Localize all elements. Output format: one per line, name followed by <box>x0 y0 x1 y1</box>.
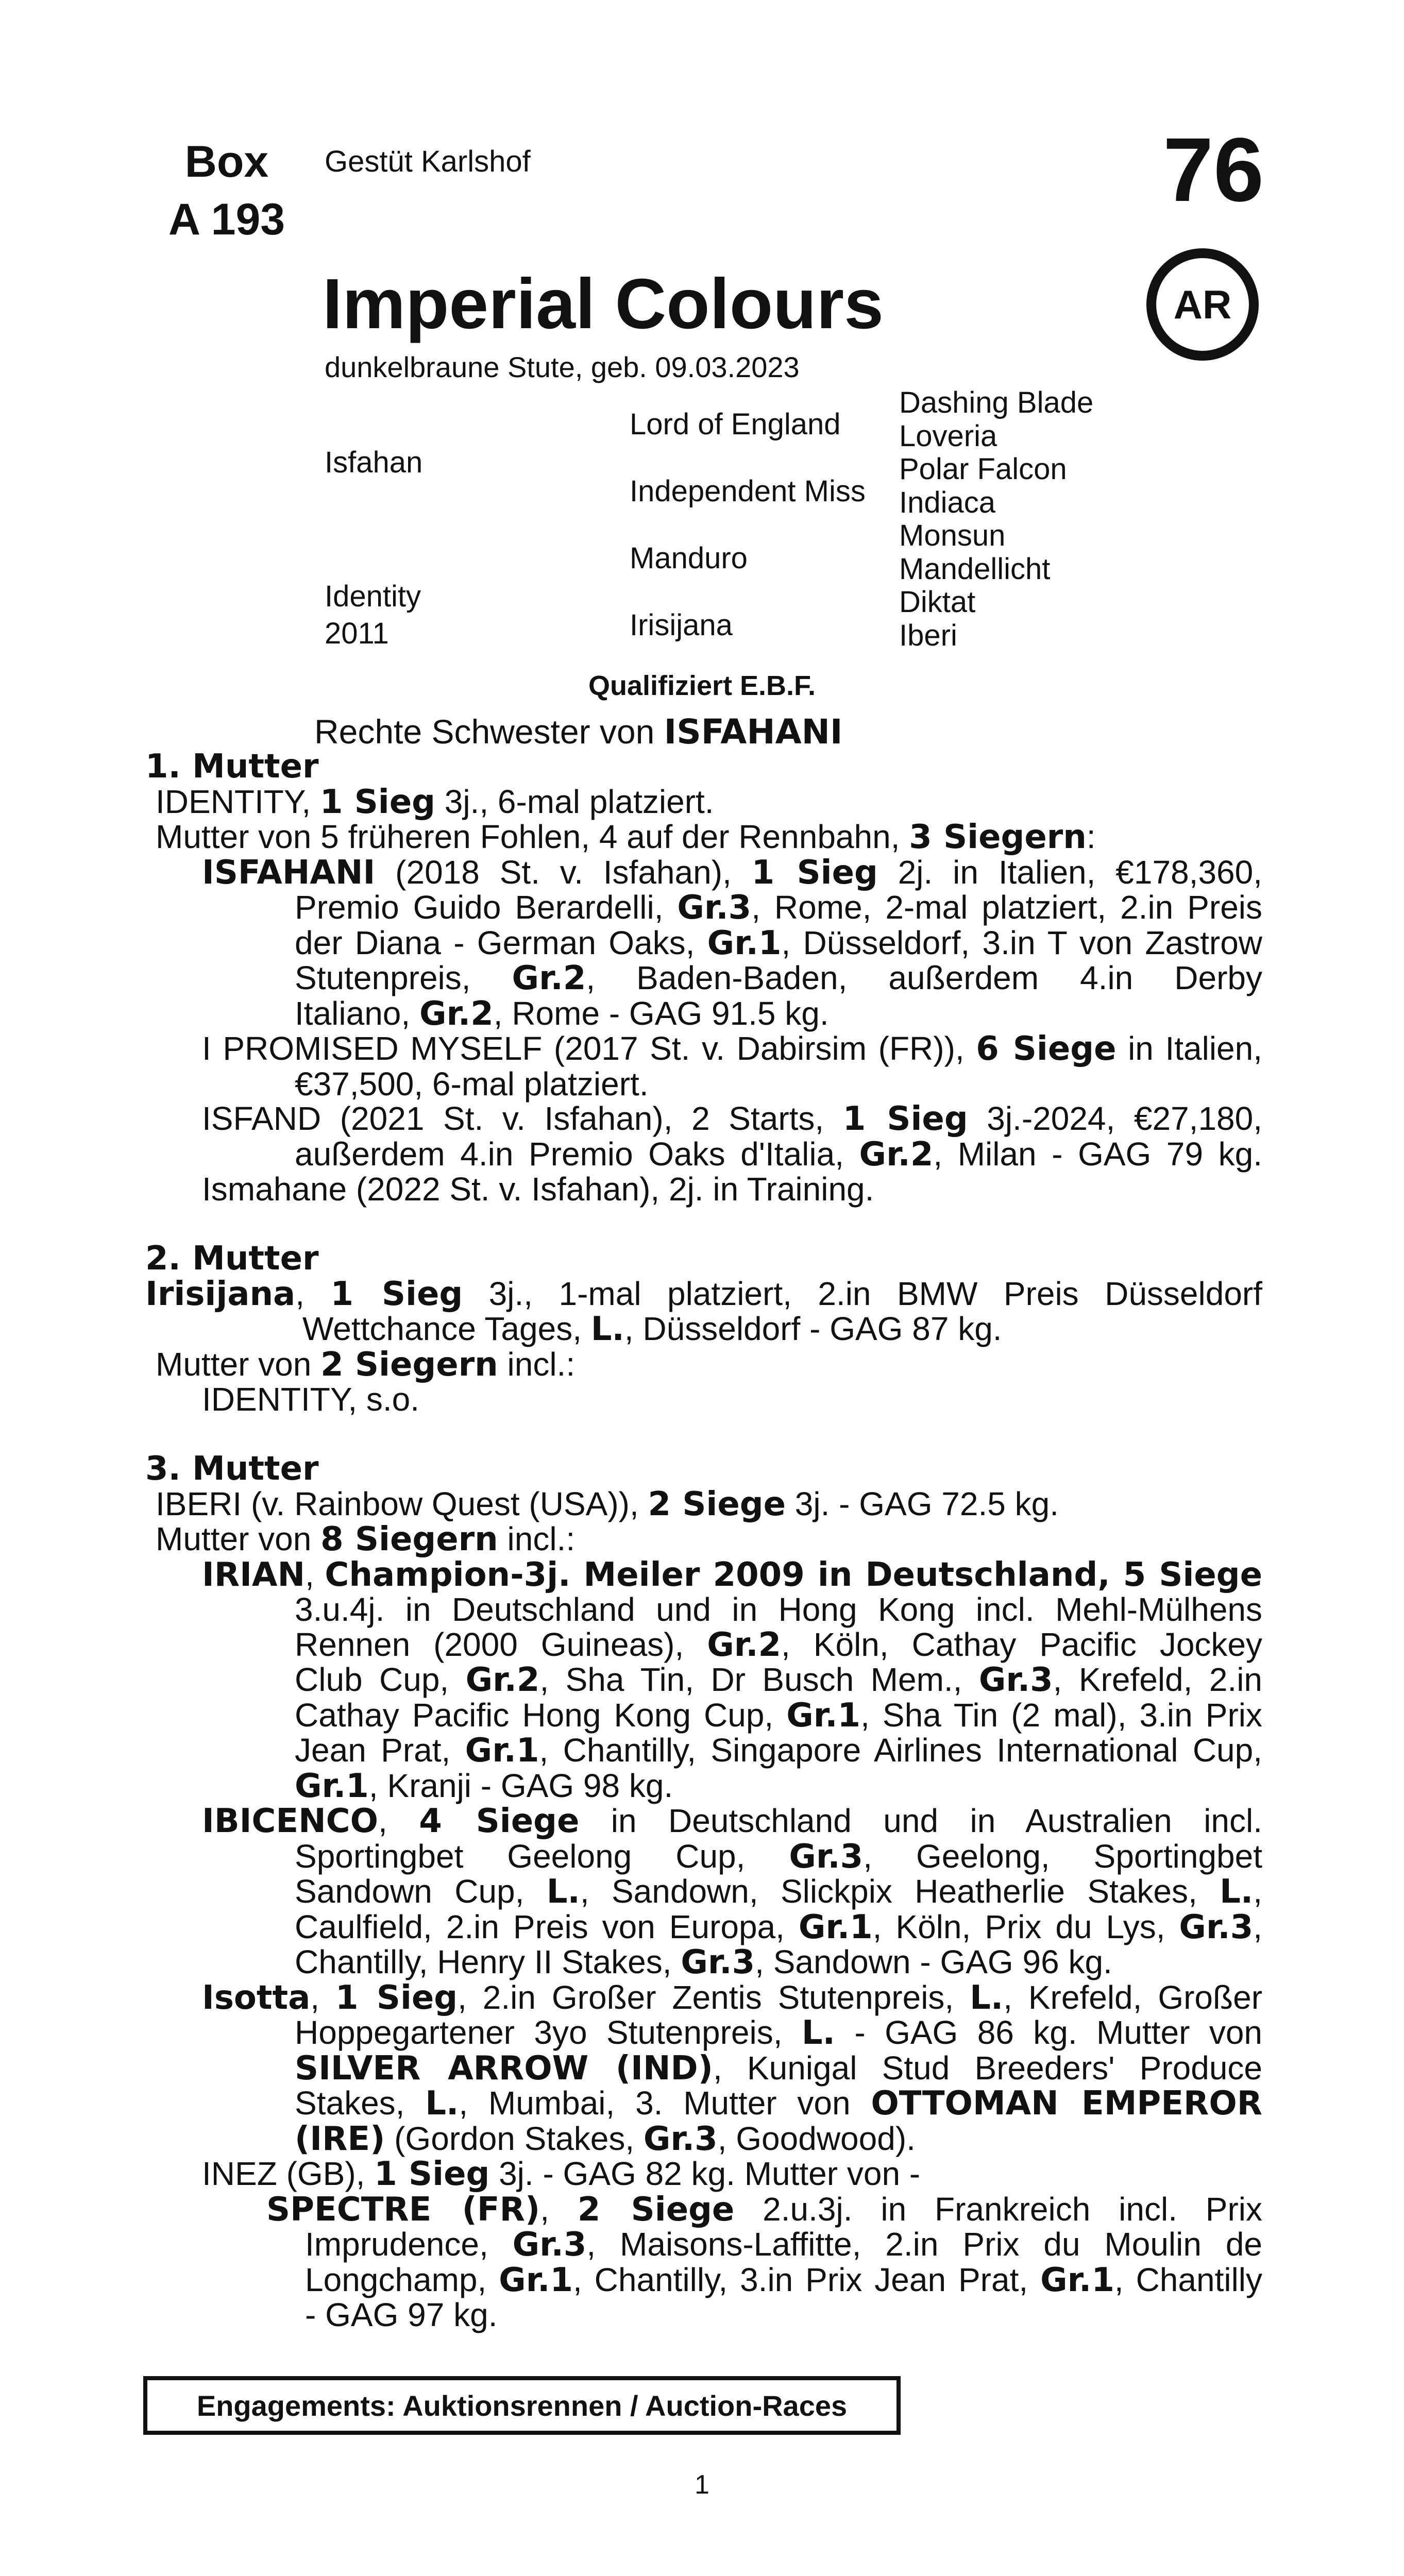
produce-record <box>145 750 1262 2333</box>
box-label <box>144 133 309 248</box>
text-line: Wettchance Tages, L., Düsseldorf - GAG 87 kg. <box>302 1310 1002 1348</box>
pedigree-great-grandparent: Mandellicht <box>899 552 1051 586</box>
engagements-box <box>143 2376 901 2435</box>
box-number: A 193 <box>168 195 285 244</box>
text-line: ISFAHANI (2018 St. v. Isfahan), 1 Sieg 2j. in Italien, €178,360, <box>202 853 1262 892</box>
pedigree-great-grandparent: Diktat <box>899 585 976 619</box>
ar-badge <box>1146 248 1259 361</box>
engagements-text: Engagements: Auktionsrennen / Auction-Races <box>196 2389 848 2422</box>
pedigree-great-grandparent: Monsun <box>899 519 1006 552</box>
text-line: IDENTITY, 1 Sieg 3j., 6-mal platziert. <box>156 783 714 821</box>
pedigree-great-grandparent: Iberi <box>899 618 957 652</box>
text-line: SPECTRE (FR), 2 Siege 2.u.3j. in Frankreich incl. Prix <box>266 2190 1263 2229</box>
section-heading-2-mutter: 2. Mutter <box>145 1240 319 1278</box>
pedigree-great-grandparent: Loveria <box>899 419 997 453</box>
text-line: IDENTITY, s.o. <box>202 1381 420 1418</box>
pedigree-dam-year: 2011 <box>325 617 389 650</box>
text-line: ISFAND (2021 St. v. Isfahan), 2 Starts, 1 Sieg 3j.-2024, €27,180, <box>202 1100 1263 1138</box>
section-heading-1-mutter: 1. Mutter <box>145 748 319 786</box>
text-line: Club Cup, Gr.2, Sha Tin, Dr Busch Mem., Gr.3, Krefeld, 2.in <box>295 1661 1263 1699</box>
text-line: SILVER ARROW (IND), Kunigal Stud Breeders' Produce <box>295 2049 1263 2088</box>
text-line: Mutter von 5 früheren Fohlen, 4 auf der Rennbahn, 3 Siegern: <box>156 818 1096 856</box>
text-line: 3.u.4j. in Deutschland und in Hong Kong incl. Mehl-Mülhens <box>295 1591 1262 1628</box>
pedigree-grandparent: Manduro <box>630 541 748 575</box>
text-line: INEZ (GB), 1 Sieg 3j. - GAG 82 kg. Mutter von - <box>202 2155 921 2193</box>
stud-name: Gestüt Karlshof <box>325 145 531 178</box>
text-line: Italiano, Gr.2, Rome - GAG 91.5 kg. <box>295 994 829 1033</box>
text-line: IBERI (v. Rainbow Quest (USA)), 2 Siege 3j. - GAG 72.5 kg. <box>156 1485 1059 1523</box>
horse-description: dunkelbraune Stute, geb. 09.03.2023 <box>325 351 800 383</box>
lot-number: 76 <box>1163 120 1264 221</box>
horse-name: Imperial Colours <box>323 264 884 344</box>
qualification: Qualifiziert E.B.F. <box>588 670 816 701</box>
text-line: (IRE) (Gordon Stakes, Gr.3, Goodwood). <box>295 2120 916 2158</box>
pedigree-grandparent: Irisijana <box>630 608 733 642</box>
text-line: IBICENCO, 4 Siege in Deutschland und in Australien incl. <box>202 1802 1263 1840</box>
pedigree-great-grandparent: Polar Falcon <box>899 452 1067 486</box>
text-line: Cathay Pacific Hong Kong Cup, Gr.1, Sha Tin (2 mal), 3.in Prix <box>295 1696 1262 1735</box>
pedigree-sire: Isfahan <box>325 446 423 479</box>
pedigree-great-grandparents <box>899 386 1260 652</box>
text-line: Irisijana, 1 Sieg 3j., 1-mal platziert, 2.in BMW Preis Düsseldorf <box>145 1275 1263 1313</box>
page-number: 1 <box>695 2470 709 2500</box>
text-line: Longchamp, Gr.1, Chantilly, 3.in Prix Jean Prat, Gr.1, Chantilly <box>305 2261 1263 2299</box>
pedigree-great-grandparent: Dashing Blade <box>899 386 1094 419</box>
pedigree-great-grandparent: Indiaca <box>899 485 996 519</box>
text-line: Caulfield, 2.in Preis von Europa, Gr.1, Köln, Prix du Lys, Gr.3, <box>295 1908 1262 1946</box>
sister-note-prefix: Rechte Schwester von <box>314 713 664 751</box>
text-line: Mutter von 8 Siegern incl.: <box>156 1520 576 1558</box>
text-line: der Diana - German Oaks, Gr.1, Düsseldorf, 3.in T von Zastrow <box>295 924 1262 962</box>
text-line: IRIAN, Champion-3j. Meiler 2009 in Deutschland, 5 Siege <box>202 1555 1263 1594</box>
pedigree-grandparent: Lord of England <box>630 408 841 441</box>
pedigree-dam: Identity <box>325 580 421 613</box>
text-line: Mutter von 2 Siegern incl.: <box>156 1345 576 1384</box>
text-line: Stutenpreis, Gr.2, Baden-Baden, außerdem 4.in Derby <box>295 959 1263 997</box>
text-line: Isotta, 1 Sieg, 2.in Großer Zentis Stutenpreis, L., Krefeld, Großer <box>202 1978 1263 2017</box>
text-line: Sportingbet Geelong Cup, Gr.3, Geelong, Sportingbet <box>295 1837 1263 1876</box>
text-line: €37,500, 6-mal platziert. <box>295 1065 649 1103</box>
text-line: Ismahane (2022 St. v. Isfahan), 2j. in Training. <box>202 1171 874 1208</box>
text-line: I PROMISED MYSELF (2017 St. v. Dabirsim (FR)), 6 Siege in Italien, <box>202 1030 1263 1068</box>
box-word: Box <box>184 137 269 187</box>
pedigree-grandparent: Independent Miss <box>630 474 866 508</box>
sister-note-name: ISFAHANI <box>664 712 843 752</box>
text-line: Gr.1, Kranji - GAG 98 kg. <box>295 1767 673 1805</box>
text-line: Chantilly, Henry II Stakes, Gr.3, Sandown - GAG 96 kg. <box>295 1943 1112 1981</box>
ar-badge-text: AR <box>1173 281 1232 327</box>
sister-note <box>314 712 842 752</box>
text-line: Imprudence, Gr.3, Maisons-Laffitte, 2.in Prix du Moulin de <box>305 2226 1263 2264</box>
text-line: - GAG 97 kg. <box>305 2296 498 2333</box>
text-line: außerdem 4.in Premio Oaks d'Italia, Gr.2, Milan - GAG 79 kg. <box>295 1135 1262 1174</box>
section-heading-3-mutter: 3. Mutter <box>145 1450 319 1488</box>
text-line: Stakes, L., Mumbai, 3. Mutter von OTTOMAN EMPEROR <box>295 2084 1262 2123</box>
text-line: Jean Prat, Gr.1, Chantilly, Singapore Airlines International Cup, <box>295 1732 1263 1770</box>
text-line: Premio Guido Berardelli, Gr.3, Rome, 2-mal platziert, 2.in Preis <box>295 889 1262 927</box>
text-line: Hoppegartener 3yo Stutenpreis, L. - GAG 86 kg. Mutter von <box>295 2014 1263 2052</box>
text-line: Sandown Cup, L., Sandown, Slickpix Heatherlie Stakes, L., <box>295 1873 1263 1911</box>
text-line: Rennen (2000 Guineas), Gr.2, Köln, Cathay Pacific Jockey <box>295 1625 1263 1664</box>
